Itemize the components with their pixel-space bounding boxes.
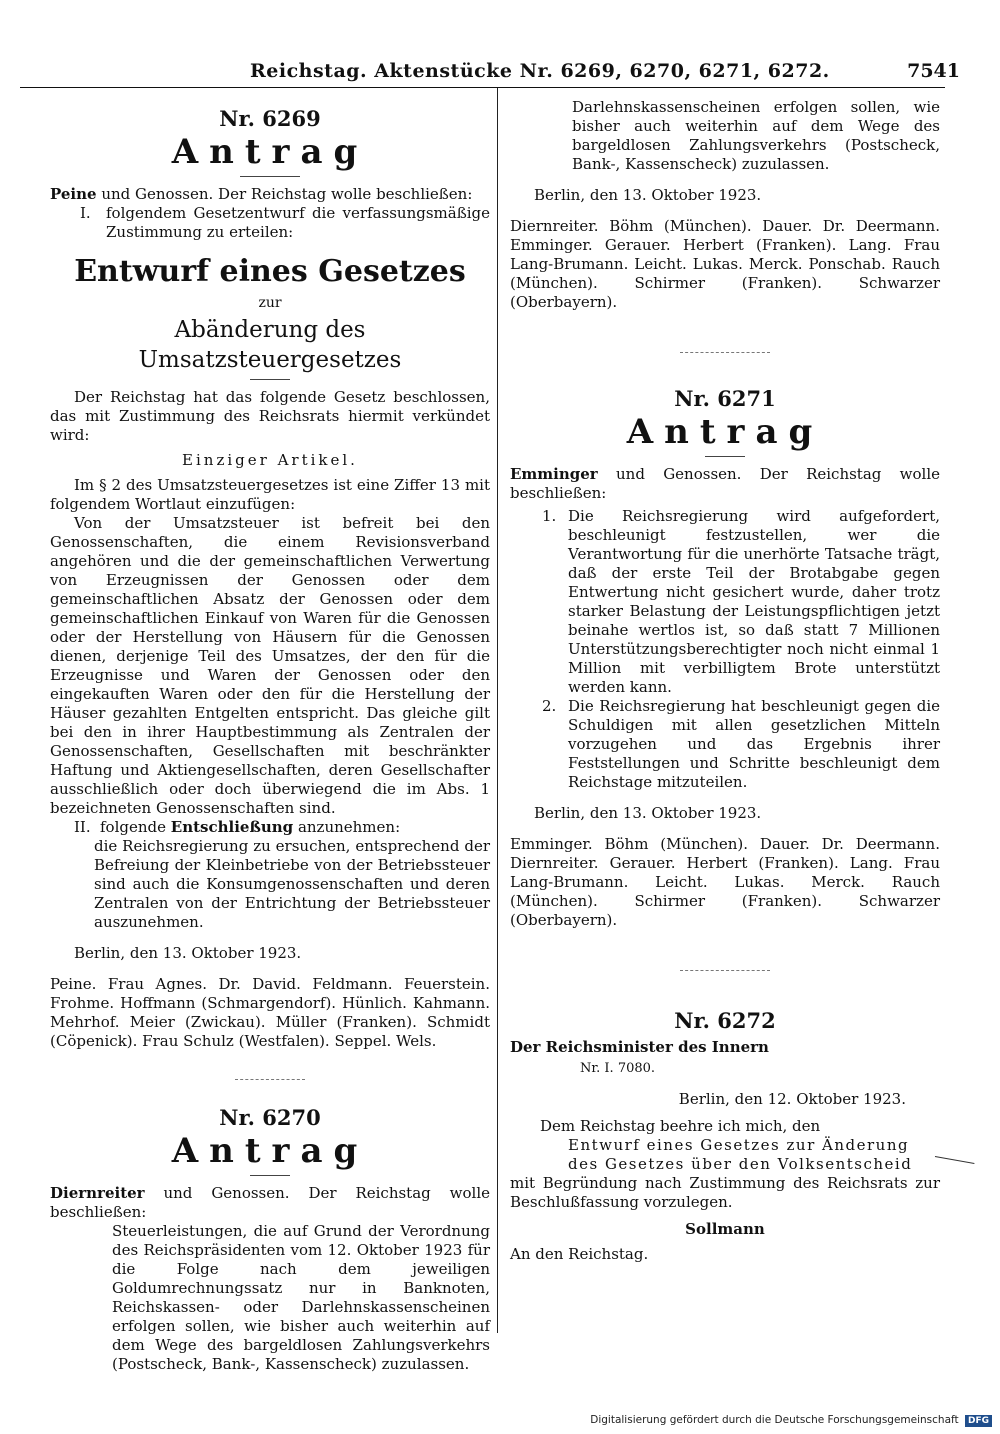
intro-paragraph: Diernreiter und Genossen. Der Reichstag wolle beschließen: xyxy=(50,1184,490,1221)
date-line: Berlin, den 13. Oktober 1923. xyxy=(534,186,762,204)
paragraph: mit Begründung nach Zustimmung des Reichsrats zur Beschlußfassung vorzulegen. xyxy=(510,1174,940,1211)
column-divider xyxy=(497,88,498,1333)
date-line: Berlin, den 13. Oktober 1923. xyxy=(534,804,762,822)
closing: An den Reichstag. xyxy=(510,1245,649,1263)
draft-title: Entwurf eines Gesetzes xyxy=(74,254,466,289)
doc-number: Nr. 6270 xyxy=(219,1105,321,1130)
date-line: Berlin, den 12. Oktober 1923. xyxy=(678,1090,906,1108)
heading-rule xyxy=(705,456,745,457)
bill-title: Entwurf eines Gesetzes zur Änderung des Gesetzes über den Volksentscheid xyxy=(568,1136,913,1173)
paragraph: Der Reichstag hat das folgende Gesetz beschlossen, das mit Zustimmung des Reichsrats hiermit verkündet wird: xyxy=(50,388,490,444)
title-rule xyxy=(250,379,290,380)
list-item xyxy=(542,507,940,697)
section-separator xyxy=(680,970,770,971)
list-item xyxy=(80,204,490,242)
intro-paragraph: Emminger und Genossen. Der Reichstag wolle beschließen: xyxy=(510,465,940,502)
list-text: Die Reichsregierung hat beschleunigt gegen die Schuldigen mit allen gesetzlichen Mitteln vorzugehen und das Ergebnis ihrer Feststellungen und Schritte beschleunigt dem Reichstage mitzuteilen. xyxy=(568,697,940,791)
footer-credit xyxy=(590,1414,992,1427)
intro-name: Peine xyxy=(50,185,97,203)
article-heading: Einziger Artikel. xyxy=(182,451,358,469)
section-separator xyxy=(680,352,770,353)
document-6269 xyxy=(50,106,490,1051)
doc-number: Nr. 6272 xyxy=(674,1008,776,1033)
intro-name: Emminger xyxy=(510,465,598,483)
reference-number: Nr. I. 7080. xyxy=(580,1061,656,1076)
list-text: Die Reichsregierung wird aufgefordert, beschleunigt festzustellen, wer die Verantwortung für die unerhörte Tatsache trägt, daß der erste Teil der Brotabgabe gegen Entwertung nicht gesichert wurde, daher trotz starker Belastung der Leistungspflichtigen jetzt beinahe wertlos ist, so daß statt 7 Millionen Unterstützungsberechtigter noch nicht einmal 1 Million mit verbilligtem Brote unterstützt werden kann. xyxy=(568,507,940,696)
list-number: II. xyxy=(74,818,91,836)
doc-heading: Antrag xyxy=(626,412,824,452)
handwritten-mark xyxy=(935,1156,975,1164)
list-number: 1. xyxy=(542,507,557,525)
document-6270 xyxy=(50,1105,490,1373)
intro-name: Diernreiter xyxy=(50,1184,145,1202)
heading-rule xyxy=(240,176,300,177)
list-number: I. xyxy=(80,204,91,222)
footer-text: Digitalisierung gefördert durch die Deutsche Forschungsgemeinschaft xyxy=(590,1414,959,1426)
document-6271 xyxy=(510,386,940,930)
right-column xyxy=(510,98,940,1264)
signatories: Diernreiter. Böhm (München). Dauer. Dr. Deermann. Emminger. Gerauer. Herbert (Franken). Lang. Frau Lang-Brumann. Leicht. Lukas. Merck. Ponschab. Rauch (München). Schirmer (Franken). Schwarzer (Oberbayern). xyxy=(510,217,940,311)
page-header xyxy=(20,58,960,88)
left-column xyxy=(50,105,490,1373)
draft-subtitle: Abänderung des Umsatzsteuergesetzes xyxy=(138,317,402,373)
doc-number: Nr. 6271 xyxy=(674,386,776,411)
date-line: Berlin, den 13. Oktober 1923. xyxy=(74,944,302,962)
signature: Sollmann xyxy=(685,1220,765,1238)
list-item xyxy=(542,697,940,792)
signatories: Emminger. Böhm (München). Dauer. Dr. Deermann. Diernreiter. Gerauer. Herbert (Franken). Lang. Frau Lang-Brumann. Leicht. Lukas. Merck. Rauch (München). Schirmer (Franken). Schwarzer (Oberbayern). xyxy=(510,835,940,929)
paragraph: Im § 2 des Umsatzsteuergesetzes ist eine Ziffer 13 mit folgendem Wortlaut einzufügen: xyxy=(50,476,490,513)
list-text: folgende Entschließung anzunehmen: xyxy=(100,818,401,836)
document-6270-continued xyxy=(510,98,940,312)
list-number: 2. xyxy=(542,697,557,715)
page-number: 7541 xyxy=(907,60,960,82)
motion-text-continued: Darlehnskassenscheinen erfolgen sollen, wie bisher auch weiterhin auf dem Wege des bargeldlosen Zahlungsverkehrs (Postscheck, Bank-, Kassenscheck) zuzulassen. xyxy=(572,98,940,173)
resolution-text: die Reichsregierung zu ersuchen, entsprechend der Befreiung der Kleinbetriebe von der Betriebssteuer sind auch die Konsumgenossenschaften und deren Zentralen von der Entrichtung der Betriebssteuer auszunehmen. xyxy=(94,837,490,931)
motion-text: Steuerleistungen, die auf Grund der Verordnung des Reichspräsidenten vom 12. Oktober 1923 für die Folge nach dem jeweiligen Goldumrechnungssatz nur in Banknoten, Reichskassen- oder Darlehnskassenscheinen erfolgen sollen, wie bisher auch weiterhin auf dem Wege des bargeldlosen Zahlungsverkehrs (Postscheck, Bank-, Kassenscheck) zuzulassen. xyxy=(112,1222,490,1373)
doc-heading: Antrag xyxy=(171,1131,369,1171)
list-item xyxy=(74,818,490,837)
doc-heading: Antrag xyxy=(171,132,369,172)
paragraph: Dem Reichstag beehre ich mich, den xyxy=(540,1117,821,1135)
draft-zur: zur xyxy=(258,295,282,311)
dfg-logo: DFG xyxy=(965,1415,992,1427)
signatories: Peine. Frau Agnes. Dr. David. Feldmann. Feuerstein. Frohme. Hoffmann (Schmargendorf). Hünlich. Kahmann. Mehrhof. Meier (Zwickau). Müller (Franken). Schmidt (Cöpenick). Frau Schulz (Westfalen). Seppel. Wels. xyxy=(50,975,490,1050)
document-6272 xyxy=(510,1008,940,1264)
paragraph: Von der Umsatzsteuer ist befreit bei den Genossenschaften, die einem Revisionsverband angehören und die der gemeinschaftlichen Verwertung von Erzeugnissen der Genossen oder dem gemeinschaftlichen Absatz der Genossen oder dem gemeinschaftlichen Einkauf von Waren für die Genossen oder der Herstellung von Häusern für die Genossen dienen, derjenige Teil des Umsatzes, der den für die Erzeugnisse und Waren der Genossen oder den eingekauften Waren oder den für die Herstellung der Häuser gezahlten Entgelten entspricht. Das gleiche gilt bei den in ihrer Hauptbestimmung als Zentralen der Genossenschaften, Gesellschaften mit beschränkter Haftung und Aktiengesellschaften, deren Gesellschafter ausschließlich oder doch überwiegend die im Abs. 1 bezeichneten Genossenschaften sind. xyxy=(50,514,490,817)
doc-number: Nr. 6269 xyxy=(219,106,321,131)
heading-rule xyxy=(250,1175,290,1176)
section-separator xyxy=(235,1079,305,1080)
list-text: folgendem Gesetzentwurf die verfassungsmäßige Zustimmung zu erteilen: xyxy=(106,204,490,241)
running-title: Reichstag. Aktenstücke Nr. 6269, 6270, 6271, 6272. xyxy=(250,60,830,82)
header-rule xyxy=(20,87,945,88)
sender: Der Reichsminister des Innern xyxy=(510,1038,769,1056)
intro-paragraph: Peine und Genossen. Der Reichstag wolle beschließen: xyxy=(50,185,473,203)
